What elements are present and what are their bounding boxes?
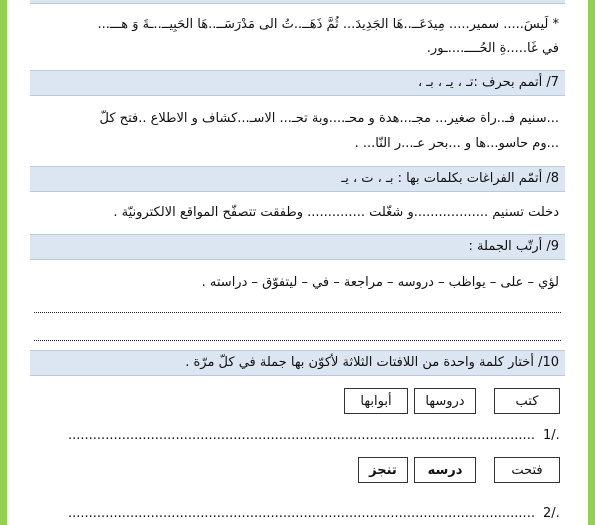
exercise-6-line-2: في غَا.....ةِ الحُــــ....ـور. — [426, 41, 559, 56]
word-card-fatahat[interactable]: فتحت — [494, 457, 560, 483]
answer-2-label: 2/. — [543, 506, 560, 521]
word-card-durusuha[interactable]: دروسها — [414, 388, 476, 414]
exercise-10-header: 10/ أختار كلمة واحدة من اللافتات الثلاثة لأكوّن بها جملة في كلّ مرّة . — [30, 350, 565, 376]
word-card-tunjiz[interactable]: تنجز — [358, 457, 408, 483]
answer-dotted-line-1[interactable] — [34, 312, 561, 313]
answer-2-dots[interactable]: ................................................................................................................. — [68, 506, 535, 521]
word-card-kutub[interactable]: كتب — [494, 388, 560, 414]
answer-1-label: 1/. — [543, 428, 560, 443]
exercise-8-header: 8/ أتمّم الفراغات بكلمات بها : بـ ، ت ، يـ — [30, 166, 565, 192]
exercise-7-header: 7/ أتمم بحرف :تـ ، يـ ، بـ ، — [30, 70, 565, 96]
word-card-darsahu[interactable]: درسه — [414, 457, 476, 483]
word-card-abwabuha[interactable]: أبوابها — [344, 388, 408, 414]
previous-section-header — [30, 0, 565, 4]
exercise-6-line-1: * لَيسَ..... سمير..... مِيدَعَــ..هَا الجَدِيدَ... ثُمَّ ذَهَــ..تُ الى مَدْرَسَــ..هَا الحَبِيــ..ـةَ وَ هـــ... — [97, 17, 559, 32]
exercise-7-line-1: ...سنيم فـ..راة صغير... مجـ...هدة و محـ....وبة تحـ... الاسـ...كشاف و الاطلاع ..فتح كلّ — [99, 111, 559, 126]
answer-1-dots[interactable]: ................................................................................................................. — [68, 428, 535, 443]
exercise-9-line-1: لؤي – على – يواظب – دروسه – مراجعة – في – ليتفوّق – دراسته . — [201, 275, 559, 290]
worksheet — [30, 0, 565, 525]
exercise-8-line-1: دخلت تسنيم ..................و شغّلت .............. وطفقت تتصفّح المواقع الالكترونيّة . — [113, 205, 559, 220]
exercise-9-header: 9/ أرتّب الجملة : — [30, 234, 565, 260]
exercise-7-line-2: ...وم حاسو...ها و ...بحر عـ...ر النّا... . — [354, 136, 559, 151]
answer-dotted-line-2[interactable] — [34, 340, 561, 341]
